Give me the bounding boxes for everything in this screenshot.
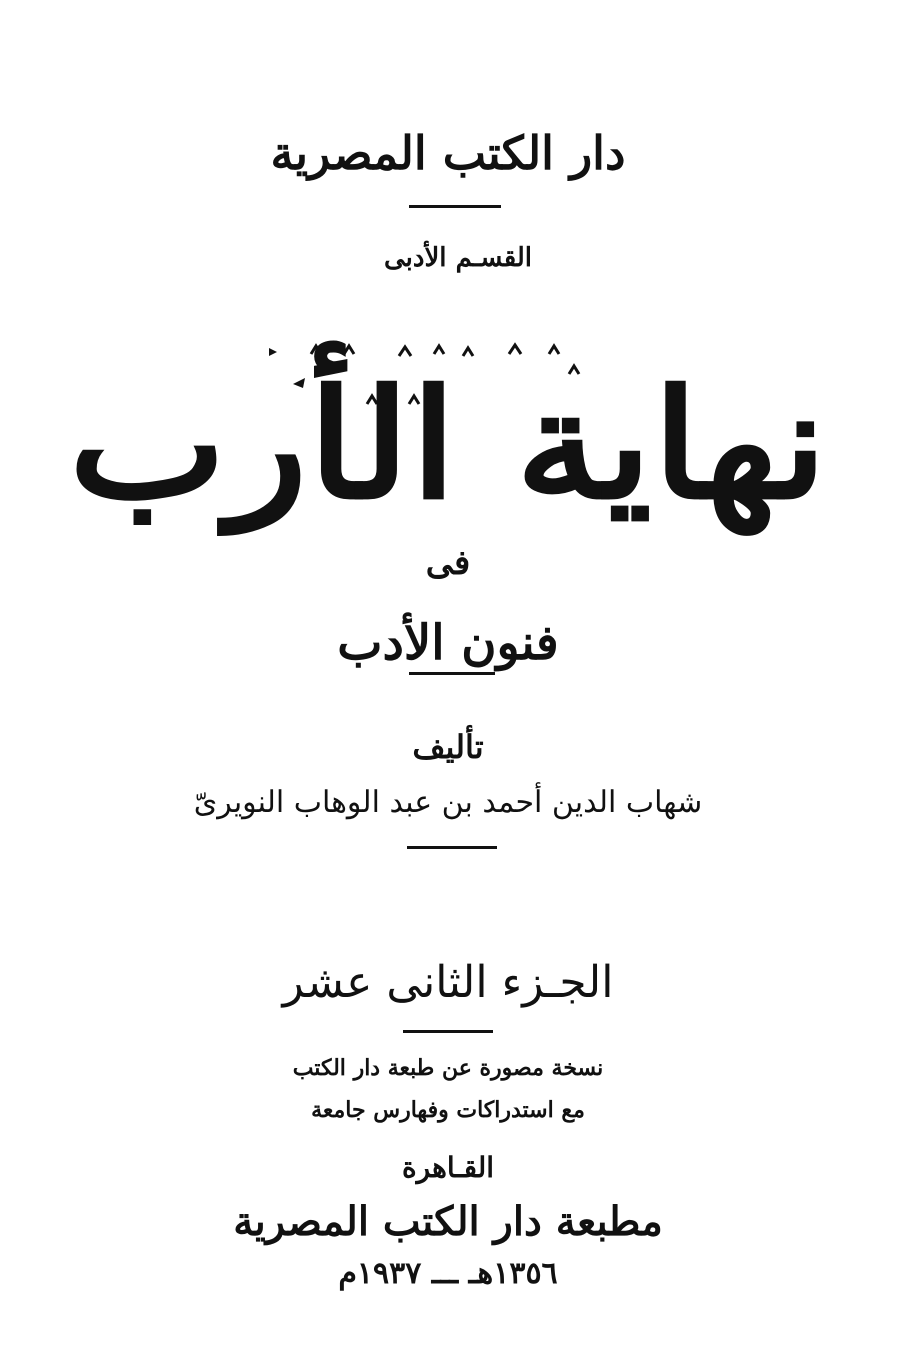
imprint-city: القـاهرة	[402, 1151, 496, 1184]
title-preposition: فى	[426, 543, 472, 583]
rule-1	[410, 205, 502, 208]
edition-note-2: مع استدراكات وفهارس جامعة	[312, 1097, 586, 1123]
imprint-press: مطبعة دار الكتب المصرية	[234, 1198, 664, 1245]
imprint-date: ١٣٥٦هـ ـــ ١٩٣٧م	[339, 1256, 559, 1291]
book-title: نهاية الأرب	[69, 357, 829, 533]
authored-by-label: تأليف	[413, 728, 485, 766]
volume-label: الجـزء الثانى عشر	[283, 957, 615, 1008]
rule-3	[408, 846, 498, 849]
rule-4	[404, 1030, 494, 1033]
book-subtitle: فنون الأدب	[338, 615, 560, 671]
section-label: القسـم الأدبى	[384, 243, 533, 273]
publisher-header: دار الكتب المصرية	[271, 126, 627, 180]
author-name: شهاب الدين أحمد بن عبد الوهاب النويرىّ	[194, 785, 704, 820]
edition-note-1: نسخة مصورة عن طبعة دار الكتب	[293, 1055, 605, 1081]
rule-2	[410, 672, 496, 675]
